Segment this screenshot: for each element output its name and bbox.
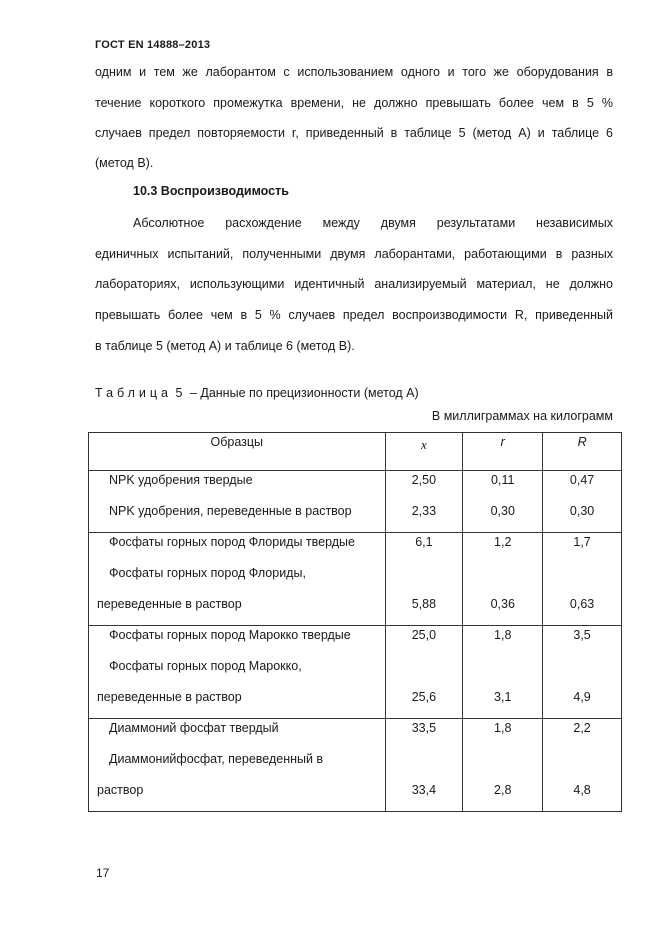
sample-name-line-1: Фосфаты горных пород Флориды,	[89, 564, 386, 595]
cell-R: 4,9	[543, 688, 622, 719]
cell-R: 2,2	[543, 719, 622, 750]
cell-x: 33,4	[385, 781, 463, 812]
intro-line-1: одним и тем же лаборантом с использованием одного и того же оборудования в	[95, 65, 613, 79]
table-units: В миллиграммах на килограмм	[431, 409, 613, 423]
section-line-4: превышать более чем в 5 % случаев предел воспроизводимости R, приведенный	[95, 308, 613, 322]
cell-R: 1,7	[543, 533, 622, 564]
empty-cell	[463, 564, 543, 595]
cell-R: 4,8	[543, 781, 622, 812]
table-caption-text: – Данные по прецизионности (метод А)	[189, 386, 419, 400]
table-row	[89, 719, 622, 750]
empty-cell	[463, 657, 543, 688]
table-caption-number: 5	[175, 386, 187, 400]
document-header: ГОСТ EN 14888–2013	[95, 39, 211, 51]
header-x: x	[385, 433, 463, 471]
empty-cell	[543, 564, 622, 595]
sample-name: Диаммоний фосфат твердый	[89, 719, 386, 750]
cell-r: 2,8	[463, 781, 543, 812]
cell-x: 5,88	[385, 595, 463, 626]
empty-cell	[385, 564, 463, 595]
cell-x: 2,50	[385, 471, 463, 502]
table-row	[89, 688, 622, 719]
sample-name: NPK удобрения твердые	[89, 471, 386, 502]
header-samples: Образцы	[89, 433, 386, 471]
empty-cell	[463, 750, 543, 781]
cell-x: 25,0	[385, 626, 463, 657]
intro-line-4: (метод В).	[95, 156, 154, 170]
table-row	[89, 781, 622, 812]
cell-x: 33,5	[385, 719, 463, 750]
cell-x: 2,33	[385, 502, 463, 533]
table-group-npk	[89, 471, 622, 533]
table-group-dap	[89, 719, 622, 812]
cell-x: 25,6	[385, 688, 463, 719]
empty-cell	[385, 750, 463, 781]
cell-x: 6,1	[385, 533, 463, 564]
empty-cell	[543, 750, 622, 781]
cell-r: 1,2	[463, 533, 543, 564]
table-row	[89, 626, 622, 657]
header-r: r	[463, 433, 543, 471]
table-group-florida	[89, 533, 622, 626]
cell-R: 3,5	[543, 626, 622, 657]
header-R: R	[543, 433, 622, 471]
precision-table	[88, 432, 622, 812]
table-row	[89, 533, 622, 564]
sample-name-line-2: переведенные в раствор	[89, 688, 386, 719]
cell-r: 0,36	[463, 595, 543, 626]
sample-name: Фосфаты горных пород Марокко твердые	[89, 626, 386, 657]
table-row	[89, 750, 622, 781]
section-line-5: в таблице 5 (метод А) и таблице 6 (метод В).	[95, 339, 355, 353]
sample-name-line-1: Диаммонийфосфат, переведенный в	[89, 750, 386, 781]
table-row	[89, 657, 622, 688]
cell-r: 0,11	[463, 471, 543, 502]
intro-line-2: течение короткого промежутка времени, не должно превышать более чем в 5 %	[95, 96, 613, 110]
sample-name-line-2: раствор	[89, 781, 386, 812]
sample-name: Фосфаты горных пород Флориды твердые	[89, 533, 386, 564]
table-group-morocco	[89, 626, 622, 719]
table-row	[89, 471, 622, 502]
table-row	[89, 502, 622, 533]
sample-name-line-1: Фосфаты горных пород Марокко,	[89, 657, 386, 688]
empty-cell	[543, 657, 622, 688]
intro-line-3: случаев предел повторяемости r, приведенный в таблице 5 (метод А) и таблице 6	[95, 126, 613, 140]
cell-R: 0,30	[543, 502, 622, 533]
section-line-1: Абсолютное расхождение между двумя результатами независимых	[133, 216, 613, 230]
page-number: 17	[96, 866, 110, 880]
table-caption	[95, 386, 419, 400]
section-line-3: лабораториях, использующими идентичный анализируемый материал, не должно	[95, 277, 613, 291]
section-title: 10.3 Воспроизводимость	[133, 184, 289, 198]
cell-r: 1,8	[463, 719, 543, 750]
cell-r: 1,8	[463, 626, 543, 657]
cell-r: 3,1	[463, 688, 543, 719]
sample-name: NPK удобрения, переведенные в раствор	[89, 502, 386, 533]
cell-R: 0,63	[543, 595, 622, 626]
table-row	[89, 564, 622, 595]
section-line-2: единичных испытаний, полученными двумя лаборантами, работающими в разных	[95, 247, 613, 261]
table-row	[89, 595, 622, 626]
table-caption-word: Таблица	[95, 386, 173, 400]
cell-R: 0,47	[543, 471, 622, 502]
empty-cell	[385, 657, 463, 688]
cell-r: 0,30	[463, 502, 543, 533]
sample-name-line-2: переведенные в раствор	[89, 595, 386, 626]
